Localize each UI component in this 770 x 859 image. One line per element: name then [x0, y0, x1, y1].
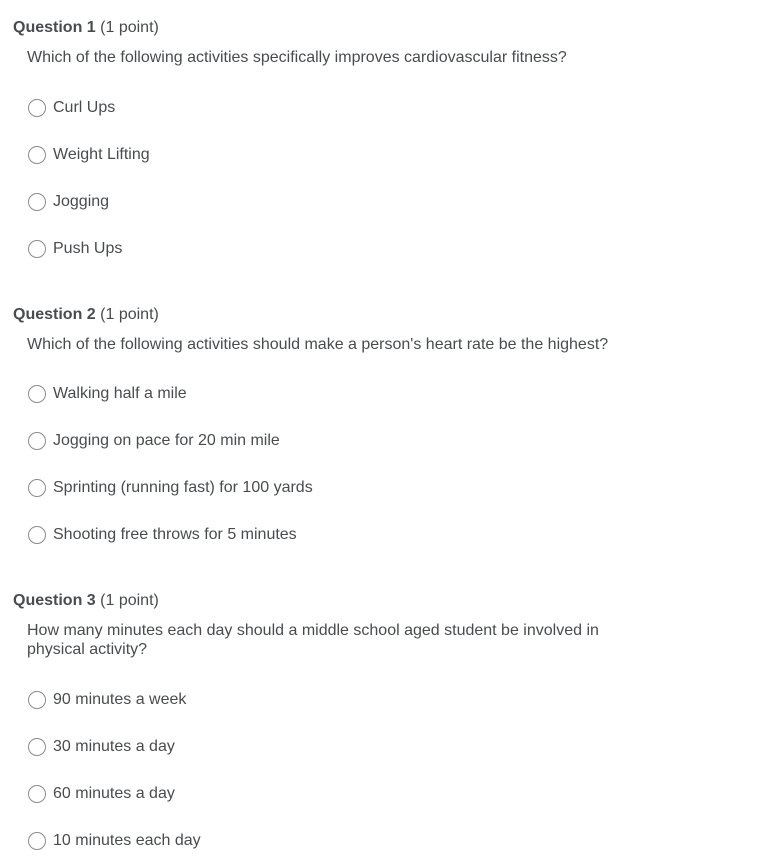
- question-text: Which of the following activities should make a person's heart rate be the highest?: [27, 336, 609, 353]
- radio-button[interactable]: [28, 738, 46, 756]
- choice-label[interactable]: Push Ups: [53, 240, 123, 257]
- radio-button[interactable]: [28, 146, 46, 164]
- choice-label[interactable]: Sprinting (running fast) for 100 yards: [53, 479, 313, 496]
- question-header: [13, 305, 159, 325]
- choice-option[interactable]: [28, 238, 122, 260]
- choice-label[interactable]: Weight Lifting: [53, 146, 150, 163]
- question-text: How many minutes each day should a middle school aged student be involved in physical activity?: [27, 622, 599, 658]
- question-text: Which of the following activities specifically improves cardiovascular fitness?: [27, 49, 567, 66]
- question-header: [13, 18, 159, 38]
- radio-button[interactable]: [28, 432, 46, 450]
- question-title: Question 3: [13, 592, 96, 609]
- radio-button[interactable]: [28, 479, 46, 497]
- choice-label[interactable]: 30 minutes a day: [53, 738, 175, 755]
- radio-button[interactable]: [28, 99, 46, 117]
- choice-option[interactable]: [28, 383, 187, 405]
- choice-option[interactable]: [28, 736, 175, 758]
- choice-option[interactable]: [28, 477, 313, 499]
- question-title: Question 2: [13, 306, 96, 323]
- choice-label[interactable]: 60 minutes a day: [53, 785, 175, 802]
- choice-option[interactable]: [28, 524, 297, 546]
- radio-button[interactable]: [28, 385, 46, 403]
- question-points: (1 point): [100, 592, 159, 609]
- choice-label[interactable]: Curl Ups: [53, 99, 116, 116]
- question-header: [13, 591, 159, 611]
- radio-button[interactable]: [28, 832, 46, 850]
- choice-option[interactable]: [28, 191, 109, 213]
- choice-option[interactable]: [28, 783, 175, 805]
- radio-button[interactable]: [28, 691, 46, 709]
- question-points: (1 point): [100, 19, 159, 36]
- question-points: (1 point): [100, 306, 159, 323]
- question-title: Question 1: [13, 19, 96, 36]
- choice-label[interactable]: Jogging: [53, 193, 110, 210]
- choice-label[interactable]: 10 minutes each day: [53, 832, 201, 849]
- radio-button[interactable]: [28, 193, 46, 211]
- radio-button[interactable]: [28, 240, 46, 258]
- choice-label[interactable]: 90 minutes a week: [53, 691, 187, 708]
- choice-label[interactable]: Shooting free throws for 5 minutes: [53, 526, 297, 543]
- choice-option[interactable]: [28, 144, 150, 166]
- radio-button[interactable]: [28, 526, 46, 544]
- radio-button[interactable]: [28, 785, 46, 803]
- choice-label[interactable]: Walking half a mile: [53, 385, 187, 402]
- choice-option[interactable]: [28, 97, 115, 119]
- choice-option[interactable]: [28, 430, 280, 452]
- choice-option[interactable]: [28, 830, 201, 852]
- choice-option[interactable]: [28, 689, 186, 711]
- choice-label[interactable]: Jogging on pace for 20 min mile: [53, 432, 280, 449]
